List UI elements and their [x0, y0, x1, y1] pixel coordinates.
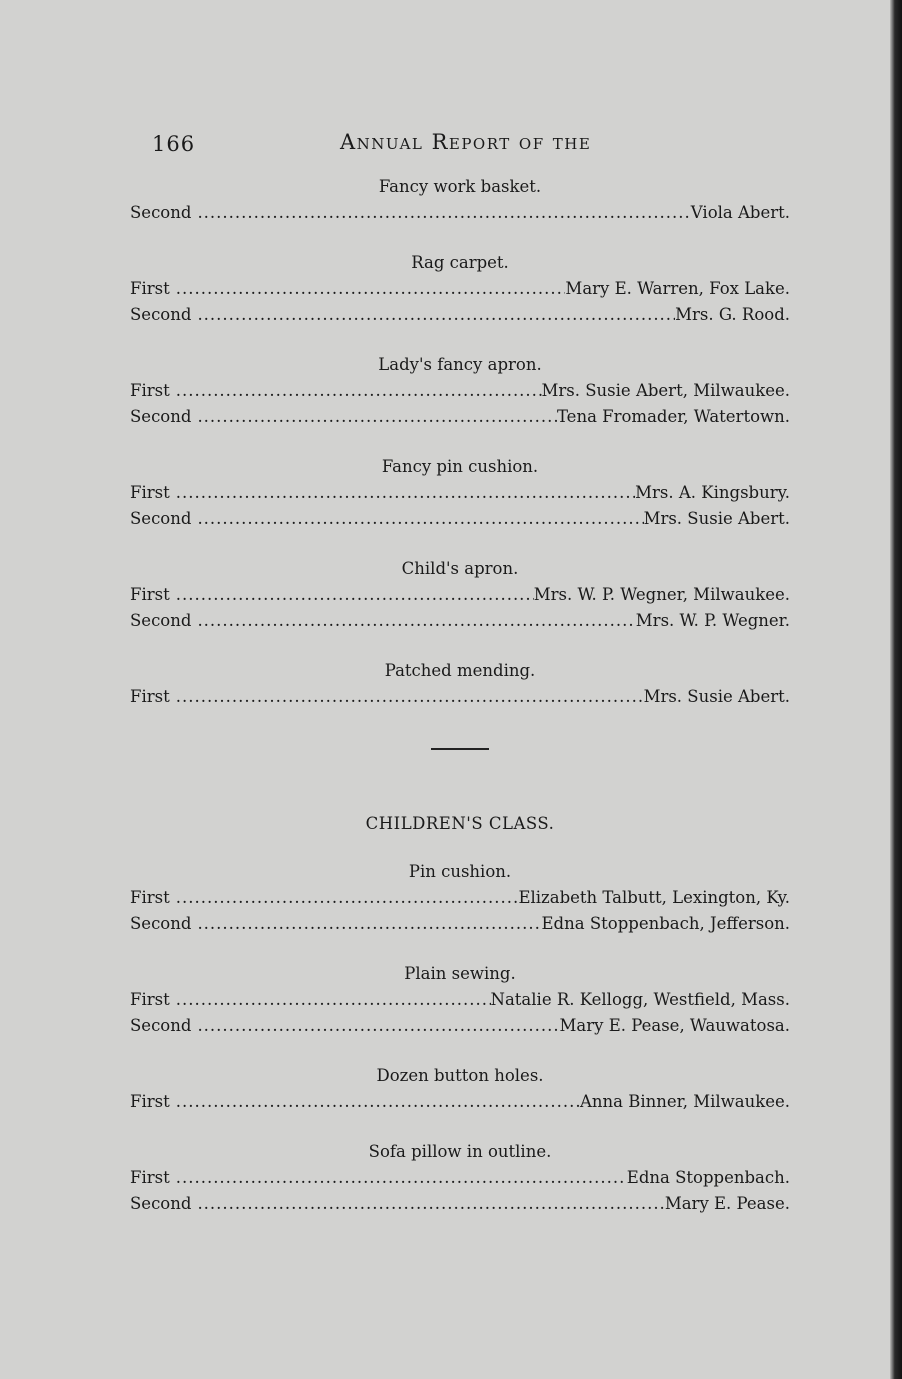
award-place: Second: [130, 203, 192, 222]
dot-leader: [176, 378, 542, 404]
award-group: [130, 859, 790, 937]
award-winner: Mrs. G. Rood.: [675, 305, 790, 324]
award-entry: [130, 302, 790, 328]
award-winner: Edna Stoppenbach, Jefferson.: [541, 914, 790, 933]
award-winner: Edna Stoppenbach.: [626, 1168, 790, 1187]
award-entry: [130, 1191, 790, 1217]
award-category-title: Pin cushion.: [408, 862, 512, 881]
award-category-title: Child's apron.: [401, 559, 519, 578]
dot-leader: [197, 1191, 664, 1217]
award-list: [130, 174, 790, 1241]
running-head: Annual Report of the: [340, 130, 592, 154]
dot-leader: [176, 480, 635, 506]
dot-leader: [176, 1165, 627, 1191]
award-place: First: [130, 1092, 170, 1111]
award-group: [130, 556, 790, 634]
award-winner: Mary E. Warren, Fox Lake.: [565, 279, 790, 298]
award-winner: Elizabeth Talbutt, Lexington, Ky.: [518, 888, 790, 907]
award-group: [130, 1139, 790, 1217]
award-entry: [130, 987, 790, 1013]
award-place: First: [130, 888, 170, 907]
award-winner: Mary E. Pease, Wauwatosa.: [559, 1016, 790, 1035]
award-group: [130, 250, 790, 328]
award-entry: [130, 1013, 790, 1039]
dot-leader: [197, 302, 675, 328]
award-place: Second: [130, 305, 192, 324]
award-winner: Tena Fromader, Watertown.: [556, 407, 790, 426]
award-entry: [130, 911, 790, 937]
award-entry: [130, 404, 790, 430]
adult-awards-section: [130, 174, 790, 710]
dot-leader: [197, 1013, 559, 1039]
award-place: First: [130, 483, 170, 502]
award-place: Second: [130, 509, 192, 528]
award-winner: Mary E. Pease.: [664, 1194, 790, 1213]
award-place: First: [130, 585, 170, 604]
award-group: [130, 454, 790, 532]
childrens-awards-section: [130, 859, 790, 1217]
dot-leader: [176, 1089, 580, 1115]
award-place: Second: [130, 914, 192, 933]
award-category-title: Fancy work basket.: [378, 177, 542, 196]
dot-leader: [197, 911, 541, 937]
award-category-title: Lady's fancy apron.: [378, 355, 542, 374]
award-winner: Mrs. Susie Abert.: [643, 687, 790, 706]
award-place: First: [130, 381, 170, 400]
award-winner: Mrs. W. P. Wegner.: [635, 611, 790, 630]
award-winner: Anna Binner, Milwaukee.: [579, 1092, 790, 1111]
dot-leader: [197, 608, 635, 634]
award-entry: [130, 200, 790, 226]
award-entry: [130, 684, 790, 710]
award-entry: [130, 1165, 790, 1191]
award-place: First: [130, 990, 170, 1009]
award-place: Second: [130, 1016, 192, 1035]
award-group: [130, 961, 790, 1039]
dot-leader: [176, 885, 519, 911]
award-winner: Viola Abert.: [690, 203, 790, 222]
award-place: First: [130, 279, 170, 298]
award-place: Second: [130, 1194, 192, 1213]
award-category-title: Sofa pillow in outline.: [368, 1142, 552, 1161]
award-winner: Mrs. Susie Abert, Milwaukee.: [541, 381, 790, 400]
award-winner: Natalie R. Kellogg, Westfield, Mass.: [490, 990, 790, 1009]
dot-leader: [176, 684, 644, 710]
award-place: First: [130, 1168, 170, 1187]
award-category-title: Dozen button holes.: [376, 1066, 544, 1085]
award-category-title: Fancy pin cushion.: [381, 457, 539, 476]
award-entry: [130, 480, 790, 506]
award-entry: [130, 885, 790, 911]
award-winner: Mrs. A. Kingsbury.: [635, 483, 790, 502]
award-place: Second: [130, 407, 192, 426]
dot-leader: [197, 200, 690, 226]
dot-leader: [176, 987, 491, 1013]
award-category-title: Patched mending.: [384, 661, 536, 680]
award-entry: [130, 506, 790, 532]
award-place: Second: [130, 611, 192, 630]
award-group: [130, 658, 790, 710]
page-binding-edge: [890, 0, 902, 1379]
award-entry: [130, 608, 790, 634]
award-entry: [130, 378, 790, 404]
award-entry: [130, 582, 790, 608]
award-group: [130, 174, 790, 226]
award-place: First: [130, 687, 170, 706]
dot-leader: [197, 506, 643, 532]
award-category-title: Rag carpet.: [411, 253, 509, 272]
section-divider: [431, 748, 489, 750]
dot-leader: [197, 404, 557, 430]
award-winner: Mrs. W. P. Wegner, Milwaukee.: [533, 585, 790, 604]
dot-leader: [176, 276, 566, 302]
class-title: CHILDREN'S CLASS.: [365, 814, 555, 833]
award-winner: Mrs. Susie Abert.: [643, 509, 790, 528]
award-entry: [130, 1089, 790, 1115]
award-group: [130, 352, 790, 430]
award-entry: [130, 276, 790, 302]
dot-leader: [176, 582, 534, 608]
page-number: 166: [152, 132, 196, 156]
award-category-title: Plain sewing.: [404, 964, 516, 983]
award-group: [130, 1063, 790, 1115]
